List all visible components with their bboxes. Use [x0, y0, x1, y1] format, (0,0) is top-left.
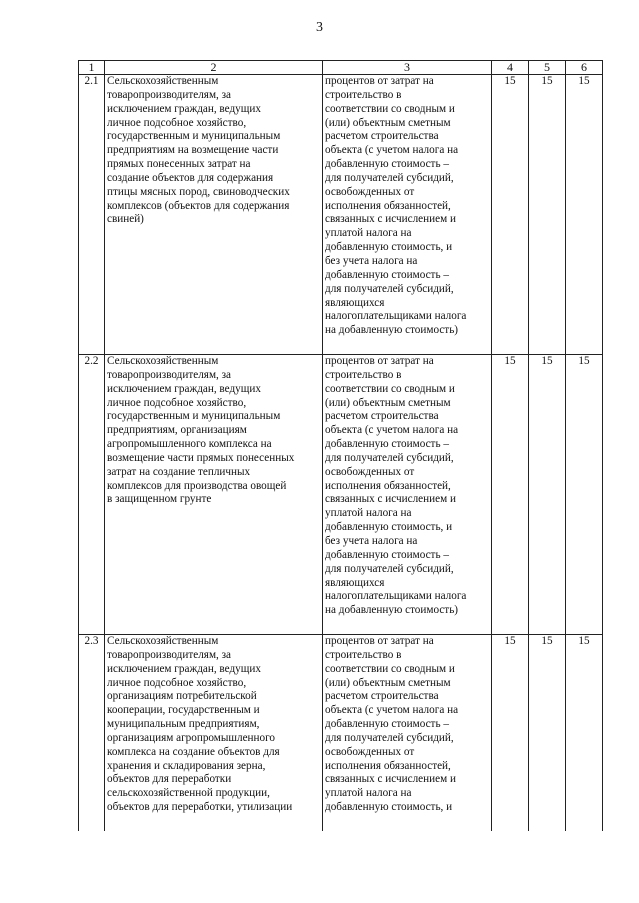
recipient-description: Сельскохозяйственным товаропроизводителям, за исключением граждан, ведущих личное подсобное хозяйство, организациям потребительской кооперации, государственным и муниципальным предприятиям, организациям агропромышленного комплекса на создание объектов для хранения и складирования зерна, объектов для переработки сельскохозяйственной продукции, объектов для переработки, утилизации [105, 635, 323, 831]
rate-description: процентов от затрат на строительство в соответствии со сводным и (или) объектным сметным расчетом строительства объекта (с учетом налога на добавленную стоимость – для получателей субсидий, освобожденных от исполнения обязанностей, связанных с исчислением и уплатой налога на добавленную стоимость, и без учета налога на добавленную стоимость – для получателей субсидий, являющихся налогоплательщиками налога на добавленную стоимость) [323, 75, 492, 355]
column-header-4: 4 [492, 61, 529, 75]
column-header-5: 5 [529, 61, 566, 75]
subsidy-table [78, 60, 603, 831]
value-col-6: 15 [566, 635, 603, 831]
rate-description: процентов от затрат на строительство в соответствии со сводным и (или) объектным сметным расчетом строительства объекта (с учетом налога на добавленную стоимость – для получателей субсидий, освобожденных от исполнения обязанностей, связанных с исчислением и уплатой налога на добавленную стоимость, и без учета налога на добавленную стоимость – для получателей субсидий, являющихся налогоплательщиками налога на добавленную стоимость) [323, 355, 492, 635]
column-header-3: 3 [323, 61, 492, 75]
value-col-6: 15 [566, 355, 603, 635]
value-col-4: 15 [492, 75, 529, 355]
row-number: 2.1 [79, 75, 105, 355]
page-number: 3 [316, 20, 323, 35]
table-row [79, 75, 603, 355]
value-col-5: 15 [529, 355, 566, 635]
value-col-5: 15 [529, 635, 566, 831]
value-col-5: 15 [529, 75, 566, 355]
table-header-row [79, 61, 603, 75]
table-row [79, 635, 603, 831]
row-number: 2.3 [79, 635, 105, 831]
recipient-description: Сельскохозяйственным товаропроизводителям, за исключением граждан, ведущих личное подсобное хозяйство, государственным и муниципальным предприятиям на возмещение части прямых понесенных затрат на создание объектов для содержания птицы мясных пород, свиноводческих комплексов (объектов для содержания свиней) [105, 75, 323, 355]
column-header-2: 2 [105, 61, 323, 75]
value-col-6: 15 [566, 75, 603, 355]
table-row [79, 355, 603, 635]
column-header-1: 1 [79, 61, 105, 75]
value-col-4: 15 [492, 635, 529, 831]
column-header-6: 6 [566, 61, 603, 75]
recipient-description: Сельскохозяйственным товаропроизводителям, за исключением граждан, ведущих личное подсобное хозяйство, государственным и муниципальным предприятиям, организациям агропромышленного комплекса на возмещение части прямых понесенных затрат на создание тепличных комплексов для производства овощей в защищенном грунте [105, 355, 323, 635]
rate-description: процентов от затрат на строительство в соответствии со сводным и (или) объектным сметным расчетом строительства объекта (с учетом налога на добавленную стоимость – для получателей субсидий, освобожденных от исполнения обязанностей, связанных с исчислением и уплатой налога на добавленную стоимость, и [323, 635, 492, 831]
row-number: 2.2 [79, 355, 105, 635]
value-col-4: 15 [492, 355, 529, 635]
